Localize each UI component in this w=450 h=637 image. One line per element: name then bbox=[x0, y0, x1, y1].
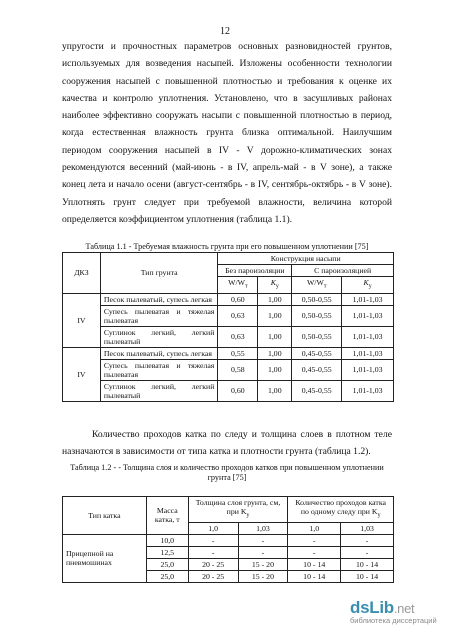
body-paragraph-2: Количество проходов катка по следу и толщина слоев в плотном теле назначаются в зависимости от типа катка и плотности грунта (таблица 1.2). bbox=[62, 429, 392, 458]
value-cell: 0,45-0,55 bbox=[292, 359, 342, 380]
table-row bbox=[63, 534, 394, 546]
soil-cell: Суглинок легкий, легкий пылеватый bbox=[100, 326, 218, 347]
header-layer-thickness: Толщина слоя грунта, см, при $K_у$ bbox=[188, 497, 288, 523]
table-row bbox=[63, 359, 394, 380]
value-cell: 1,00 bbox=[258, 380, 292, 401]
value-cell: - bbox=[238, 546, 288, 558]
subheader-w-ratio-1: $W/W_т$ bbox=[218, 277, 258, 294]
table-1 bbox=[62, 252, 394, 402]
table-row bbox=[63, 326, 394, 347]
dslib-subtitle: библиотека диссертаций bbox=[350, 616, 437, 625]
value-cell: 1,01-1,03 bbox=[342, 326, 394, 347]
subheader-cell: 1,0 bbox=[288, 522, 341, 534]
subheader-cell: 1,0 bbox=[188, 522, 238, 534]
dslib-logo: dsLib.net bbox=[350, 598, 415, 617]
value-cell: 10 - 14 bbox=[288, 570, 341, 582]
value-cell: 0,63 bbox=[218, 326, 258, 347]
zone-cell: IV bbox=[63, 293, 101, 347]
header-dkz: ДКЗ bbox=[63, 253, 101, 294]
value-cell: - bbox=[188, 546, 238, 558]
value-cell: 20 - 25 bbox=[188, 570, 238, 582]
value-cell: 1,01-1,03 bbox=[342, 380, 394, 401]
value-cell: 25,0 bbox=[146, 570, 188, 582]
value-cell: 1,01-1,03 bbox=[342, 305, 394, 326]
header-with-barrier: С пароизоляцией bbox=[292, 265, 394, 277]
value-cell: 20 - 25 bbox=[188, 558, 238, 570]
soil-cell: Суглинок легкий, легкий пылеватый bbox=[100, 380, 218, 401]
soil-cell: Песок пылеватый, супесь легкая bbox=[100, 347, 218, 359]
table-row bbox=[63, 305, 394, 326]
value-cell: - bbox=[188, 534, 238, 546]
zone-cell: IV bbox=[63, 347, 101, 401]
table1-caption: Таблица 1.1 - Требуемая влажность грунта при его повышенном уплотнении [75] bbox=[85, 242, 369, 251]
value-cell: 15 - 20 bbox=[238, 570, 288, 582]
header-passes: Количество проходов катка по одному следу при $K_у$ bbox=[288, 497, 394, 523]
soil-cell: Супесь пылеватая и тяжелая пылеватая bbox=[100, 305, 218, 326]
value-cell: - bbox=[288, 534, 341, 546]
table2-caption: Таблица 1.2 - - Толщина слоя и количество проходов катков при повышенном уплотнении грунта [75] bbox=[70, 463, 384, 482]
roller-type-cell: Прицепной на пневмошинах bbox=[63, 534, 147, 582]
header-mass: Масса катка, т bbox=[146, 497, 188, 535]
value-cell: 10 - 14 bbox=[341, 570, 394, 582]
value-cell: 1,00 bbox=[258, 359, 292, 380]
value-cell: 1,00 bbox=[258, 305, 292, 326]
value-cell: 12,5 bbox=[146, 546, 188, 558]
value-cell: 10 - 14 bbox=[341, 558, 394, 570]
value-cell: - bbox=[341, 546, 394, 558]
header-roller-type: Тип катка bbox=[63, 497, 147, 535]
header-no-barrier: Без пароизоляции bbox=[218, 265, 292, 277]
table-row bbox=[63, 293, 394, 305]
value-cell: 0,50-0,55 bbox=[292, 293, 342, 305]
header-construction: Конструкция насыпи bbox=[218, 253, 394, 265]
value-cell: 25,0 bbox=[146, 558, 188, 570]
value-cell: - bbox=[238, 534, 288, 546]
value-cell: - bbox=[341, 534, 394, 546]
value-cell: 1,01-1,03 bbox=[342, 359, 394, 380]
subheader-k-2: $K_у$ bbox=[342, 277, 394, 294]
page-number: 12 bbox=[220, 26, 230, 37]
soil-cell: Песок пылеватый, супесь легкая bbox=[100, 293, 218, 305]
value-cell: 1,01-1,03 bbox=[342, 293, 394, 305]
body-paragraph-1: упругости и прочностных параметров основных разновидностей грунтов, используемых для возведения насыпей. Изложены особенности технологии сооружения насыпей с повышенной плотностью и требования к оценке их качества и контролю уплотнения. Установлено, что в засушливых районах наиболее эффективно сооружать насыпи с повышенной плотностью в период, когда естественная влажность грунта близка оптимальной. Наилучшим периодом сооружения насыпей в IV - V дорожно-климатических зонах рекомендуются весенний (май-июнь - в IV, апрель-май - в V зоне), а также конец лета и начало осени (август-сентябрь - в IV, сентябрь-октябрь - в V зоне). Уплотнять грунт следует при требуемой влажности, величина которой определяется коэффициентом уплотнения (таблица 1.1). bbox=[62, 41, 392, 225]
subheader-k-1: $K_у$ bbox=[258, 277, 292, 294]
header-soil-type: Тип грунта bbox=[100, 253, 218, 294]
value-cell: 0,45-0,55 bbox=[292, 347, 342, 359]
value-cell: 10 - 14 bbox=[288, 558, 341, 570]
table-row bbox=[63, 380, 394, 401]
value-cell: 1,00 bbox=[258, 347, 292, 359]
value-cell: 1,00 bbox=[258, 326, 292, 347]
value-cell: - bbox=[288, 546, 341, 558]
value-cell: 10,0 bbox=[146, 534, 188, 546]
value-cell: 15 - 20 bbox=[238, 558, 288, 570]
subheader-w-ratio-2: $W/W_т$ bbox=[292, 277, 342, 294]
value-cell: 0,55 bbox=[218, 347, 258, 359]
value-cell: 0,50-0,55 bbox=[292, 326, 342, 347]
value-cell: 0,50-0,55 bbox=[292, 305, 342, 326]
table-2 bbox=[62, 496, 394, 583]
subheader-cell: 1,03 bbox=[341, 522, 394, 534]
subheader-cell: 1,03 bbox=[238, 522, 288, 534]
value-cell: 0,58 bbox=[218, 359, 258, 380]
value-cell: 0,45-0,55 bbox=[292, 380, 342, 401]
value-cell: 1,01-1,03 bbox=[342, 347, 394, 359]
value-cell: 0,63 bbox=[218, 305, 258, 326]
soil-cell: Супесь пылеватая и тяжелая пылеватая bbox=[100, 359, 218, 380]
value-cell: 0,60 bbox=[218, 380, 258, 401]
value-cell: 0,60 bbox=[218, 293, 258, 305]
dslib-watermark bbox=[350, 598, 446, 625]
value-cell: 1,00 bbox=[258, 293, 292, 305]
table-row bbox=[63, 347, 394, 359]
